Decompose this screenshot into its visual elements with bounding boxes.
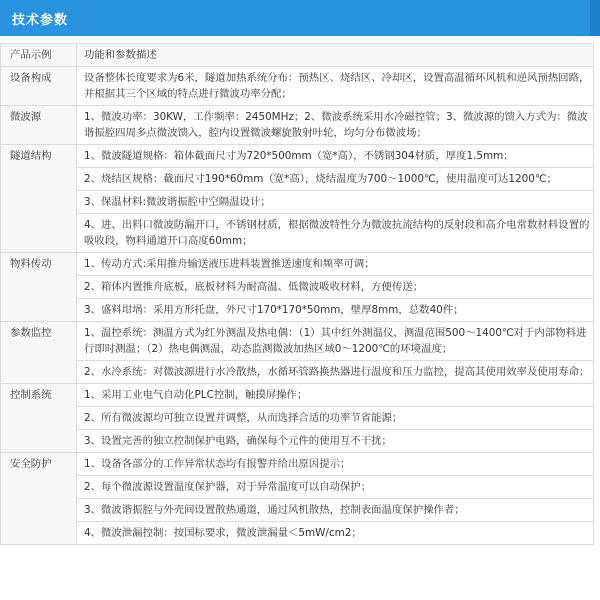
description-cell (77, 476, 594, 499)
category-cell: 设备构成 (1, 67, 77, 106)
table-row (1, 214, 594, 253)
section-title: 技术参数 (12, 13, 69, 28)
description-line: 2、所有微波源均可独立设置并调整，从而选择合适的功率节省能源； (84, 412, 403, 424)
category-cell: 参数监控 (1, 322, 77, 384)
section-header (0, 0, 600, 36)
description-cell (77, 522, 594, 545)
table-row (1, 322, 594, 361)
description-cell (77, 499, 594, 522)
description-cell (77, 106, 594, 145)
description-cell (77, 322, 594, 361)
description-line: 并根据其三个区域的特点进行微波功率分配； (84, 88, 292, 100)
description-line: 3、设置完善的独立控制保护电路，确保每个元件的使用互不干扰； (84, 435, 392, 447)
description-cell (77, 407, 594, 430)
header-description: 功能和参数描述 (77, 44, 594, 67)
description-cell (77, 299, 594, 322)
table-row (1, 499, 594, 522)
table-row (1, 407, 594, 430)
description-cell (77, 253, 594, 276)
table-row (1, 476, 594, 499)
description-cell (77, 191, 594, 214)
table-row (1, 522, 594, 545)
description-cell (77, 145, 594, 168)
description-cell (77, 361, 594, 384)
table-row (1, 191, 594, 214)
description-line: 2、每个微波源设置温度保护器，对于异常温度可以自动保护； (84, 481, 372, 493)
description-line: 1、微波功率：30KW，工作频率：2450MHz；2、微波系统采用水冷磁控管；3、微波源的馈入方式为：微波 (84, 111, 588, 123)
table-row (1, 361, 594, 384)
category-cell: 物料传动 (1, 253, 77, 322)
description-line: 2、水冷系统：对微波源进行水冷散热，水循环管路换热器进行温度和压力监控，提高其使用效率及使用寿命； (84, 366, 590, 378)
table-row (1, 106, 594, 145)
description-line: 谐振腔四周多点微波馈入，腔内设置微波螺旋散射叶轮，均匀分布微波场； (84, 127, 427, 139)
table-row (1, 453, 594, 476)
description-cell (77, 168, 594, 191)
description-line: 设备整体长度要求为6米，隧道加热系统分布：预热区、烧结区、冷却区，设置高温循环风机和逆风预热回路， (84, 72, 590, 84)
category-cell: 微波源 (1, 106, 77, 145)
table-row (1, 145, 594, 168)
description-cell (77, 214, 594, 253)
description-line: 行即时测温；（2）热电偶测温，动态监测微波加热区域0～1200℃的环境温度； (84, 343, 453, 355)
description-line: 3、保温材料:微波谐振腔中空隔温设计； (84, 196, 271, 208)
description-cell (77, 276, 594, 299)
spec-table (0, 43, 594, 545)
table-row (1, 67, 594, 106)
description-line: 3、微波谐振腔与外壳间设置散热通道，通过风机散热，控制表面温度保护操作者； (84, 504, 465, 516)
description-line: 2、烧结区规格：截面尺寸190*60mm（宽*高），烧结温度为700～1000℃，使用温度可达1200℃； (84, 173, 557, 185)
table-row (1, 430, 594, 453)
description-line: 3、盛料坩埚：采用方形托盘，外尺寸170*170*50mm，壁厚8mm，总数40件； (84, 304, 464, 316)
table-header-row (1, 44, 594, 67)
table-row (1, 384, 594, 407)
description-line: 4、进、出料口微波防漏开口，不锈钢材质，根据微波特性分为微波抗流结构的反射段和高介电常数材料设置的 (84, 219, 590, 231)
description-line: 1、传动方式:采用推舟输送液压进料装置推送速度和频率可调； (84, 258, 375, 270)
description-line: 1、微波隧道规格：箱体截面尺寸为720*500mm（宽*高），不锈钢304材质，厚度1.5mm； (84, 150, 514, 162)
header-edge (590, 0, 600, 36)
table-row (1, 299, 594, 322)
category-cell: 控制系统 (1, 384, 77, 453)
header-product-example: 产品示例 (1, 44, 77, 67)
description-line: 1、温控系统：测温方式为红外测温及热电偶：（1）其中红外测温仪，测温范围500～1400℃对于内部物料进 (84, 327, 587, 339)
table-row (1, 276, 594, 299)
description-cell (77, 430, 594, 453)
category-cell: 安全防护 (1, 453, 77, 545)
description-line: 2、箱体内置推舟底板，底板材料为耐高温、低微波吸收材料，方便传送； (84, 281, 424, 293)
description-line: 1、设备各部分的工作异常状态均有报警并给出原因提示； (84, 458, 351, 470)
description-line: 4、微波泄漏控制：按国标要求，微波泄漏量＜5mW/cm2； (84, 527, 362, 539)
description-cell (77, 67, 594, 106)
category-cell: 隧道结构 (1, 145, 77, 253)
description-cell (77, 453, 594, 476)
table-row (1, 168, 594, 191)
table-row (1, 253, 594, 276)
description-line: 吸收段，物料通道开口高度60mm； (84, 235, 253, 247)
description-cell (77, 384, 594, 407)
description-line: 1、采用工业电气自动化PLC控制，触摸屏操作； (84, 389, 308, 401)
